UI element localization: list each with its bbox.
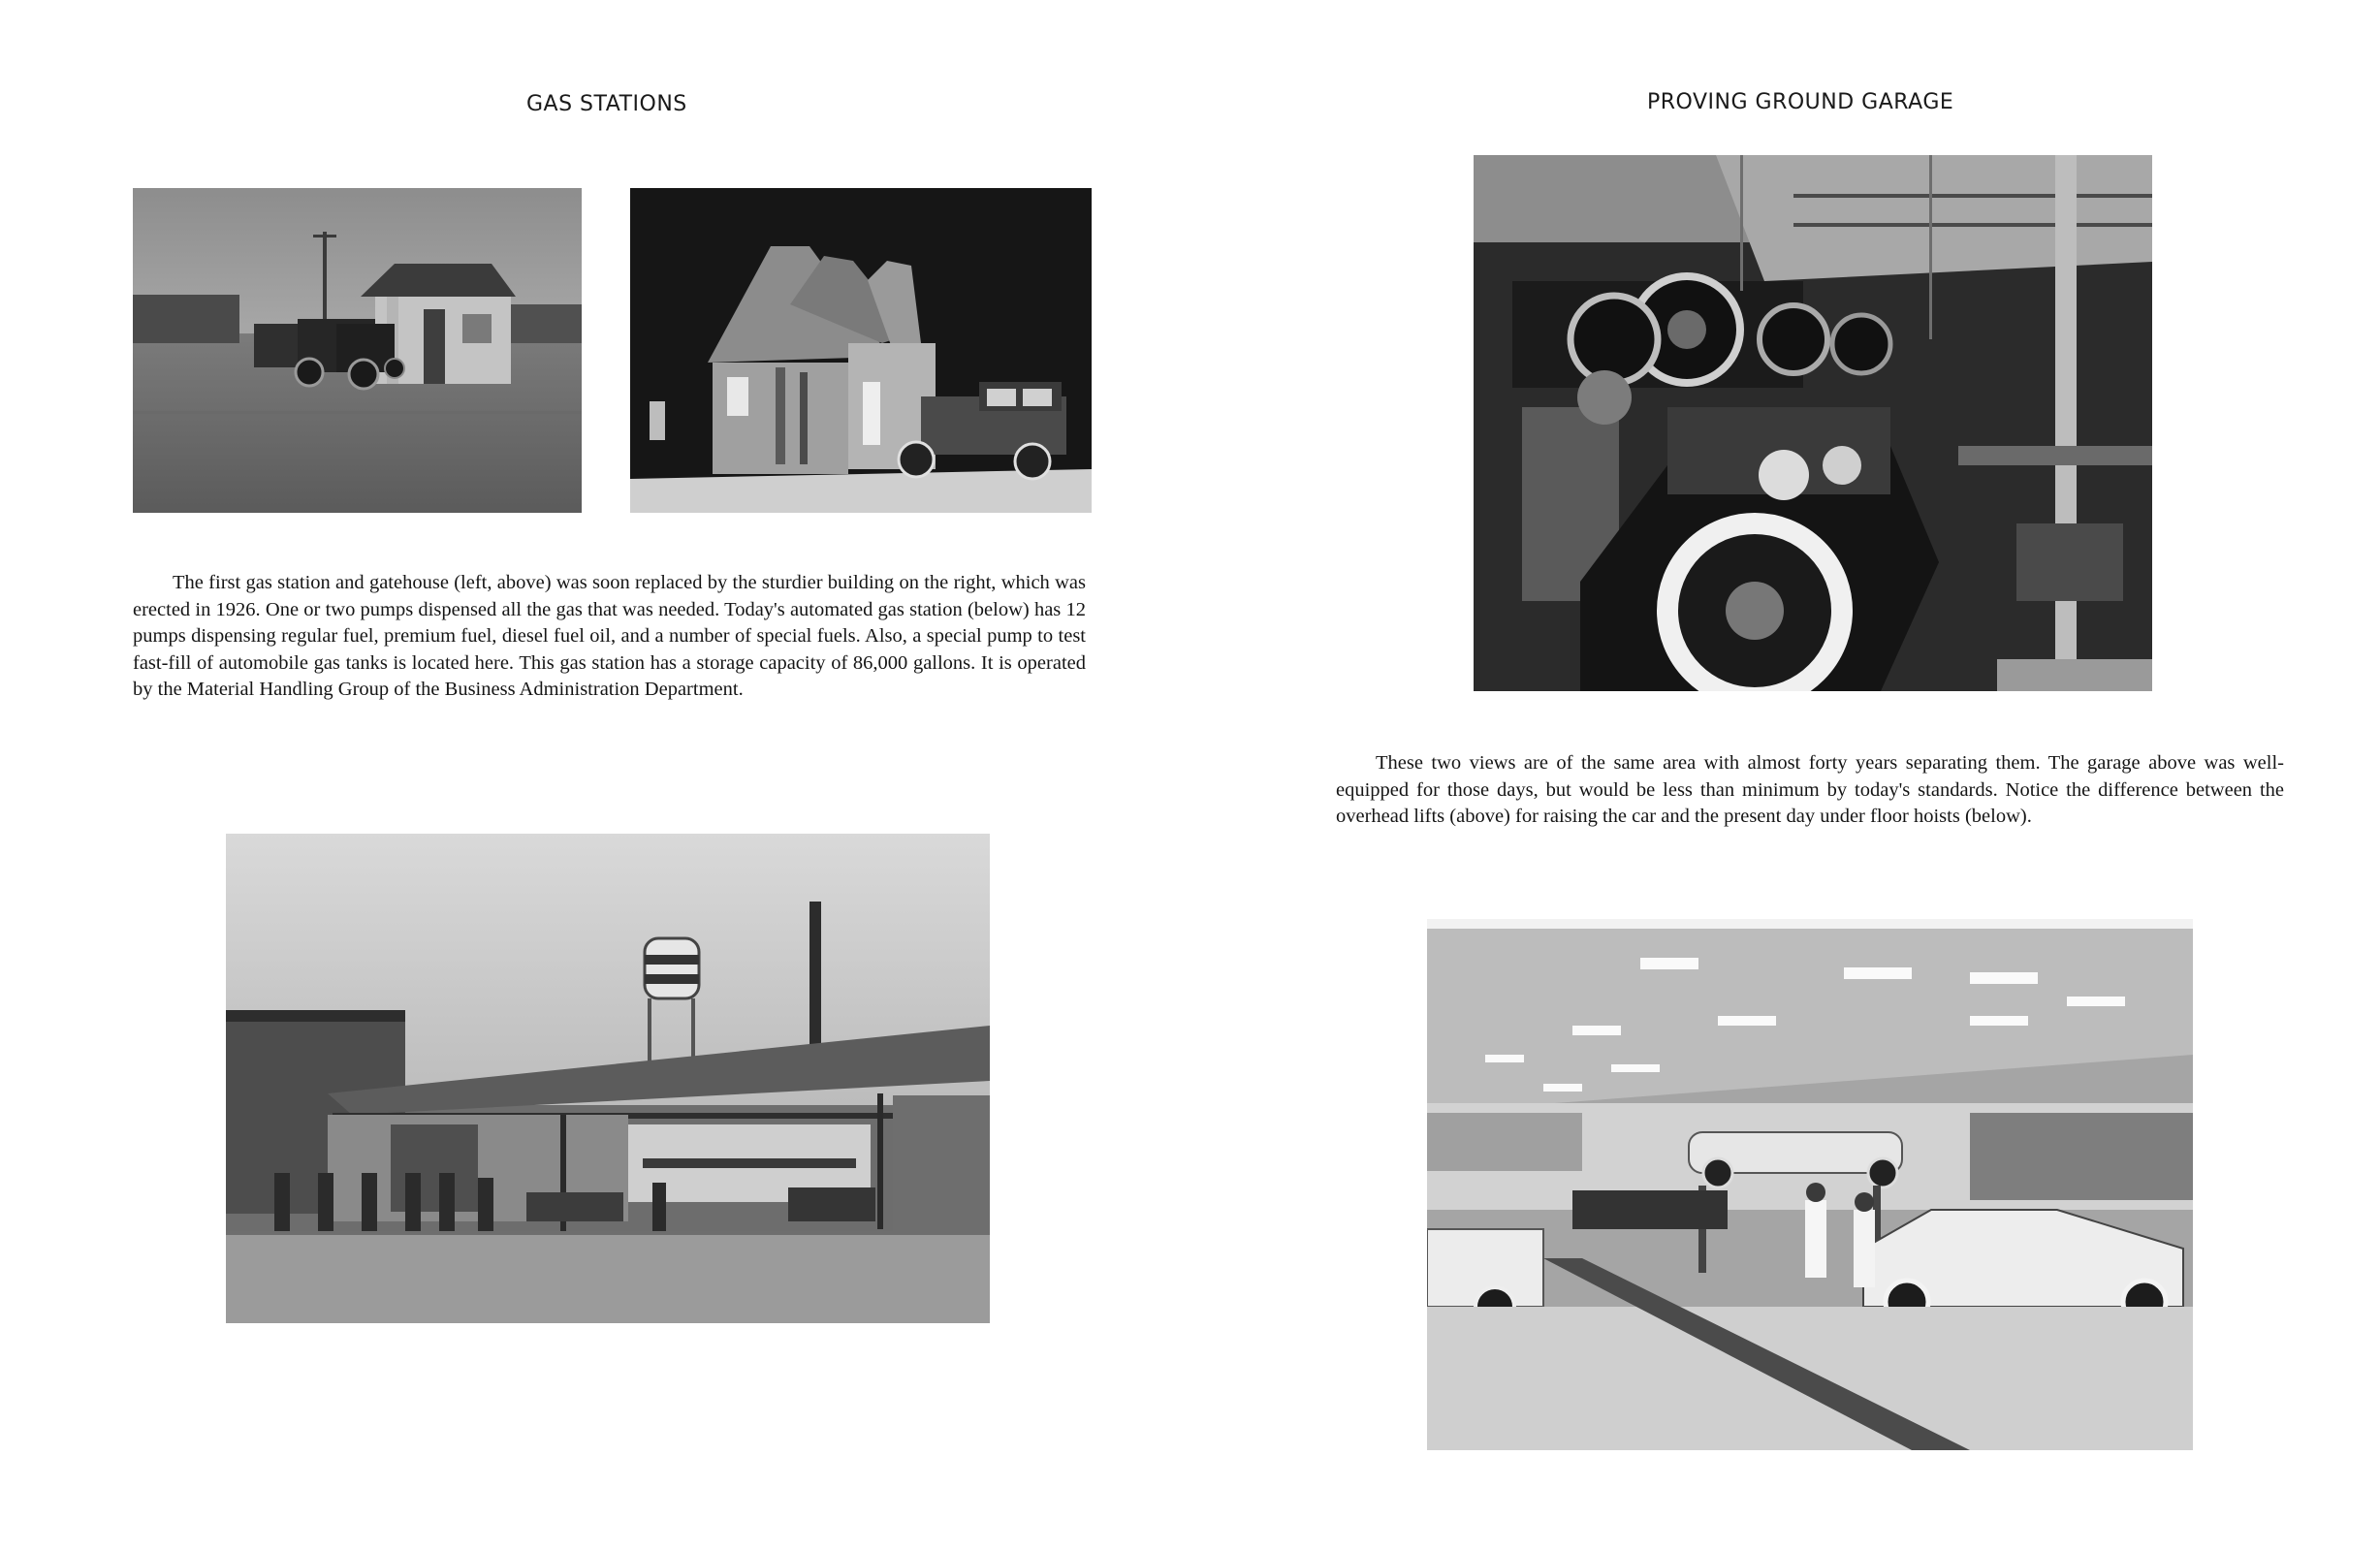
page-heading-proving-ground-garage: PROVING GROUND GARAGE xyxy=(1647,90,1954,114)
photo-modern-garage-floor-hoists xyxy=(1427,919,2193,1450)
right-page xyxy=(1190,0,2380,1551)
photo-old-garage-overhead-lifts xyxy=(1474,155,2152,691)
page-heading-gas-stations: GAS STATIONS xyxy=(526,92,687,116)
gas-stations-paragraph xyxy=(133,570,1086,704)
garage-paragraph-text: These two views are of the same area with almost forty years separating them. The garage above was well-equipped for those days, but would be less than minimum by today's standards. Notice the difference between the overhead lifts (above) for raising the car and the present day under floor hoists (below). xyxy=(1336,752,2284,827)
garage-paragraph xyxy=(1336,750,2284,831)
gas-stations-paragraph-text: The first gas station and gatehouse (left, above) was soon replaced by the sturdier building on the right, which was erected in 1926. One or two pumps dispensed all the gas that was needed. Today's automated gas station (below) has 12 pumps dispensing regular fuel, premium fuel, diesel fuel oil, and a number of special fuels. Also, a special pump to test fast-fill of automobile gas tanks is located here. This gas station has a storage capacity of 86,000 gallons. It is operated by the Material Handling Group of the Business Administration Department. xyxy=(133,572,1086,700)
photo-1926-gas-station xyxy=(630,188,1092,513)
photo-first-gas-station xyxy=(133,188,582,513)
photo-automated-gas-station xyxy=(226,834,990,1323)
